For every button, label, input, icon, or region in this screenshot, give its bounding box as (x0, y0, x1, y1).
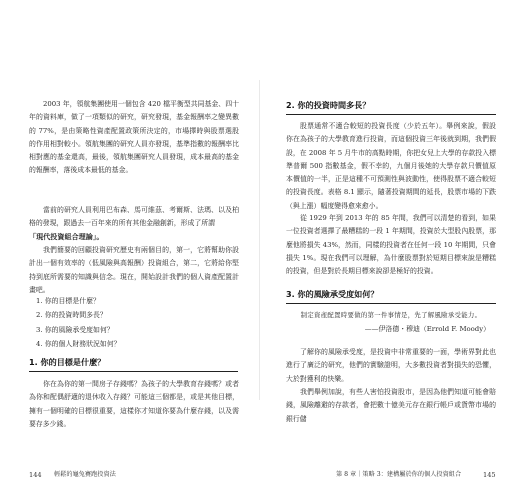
section-rule (286, 114, 496, 115)
left-paragraph-1: 2003 年，領航集團使用一個包含 420 檔平衡型共同基金、四十年的資料庫，做了一項類似的研究，研究發現，基金報酬率之變異數的 77%，是由策略性資產配置政策所決定的，市場擇時與股票選股的作用相對較小。領航集團的研究人員亦發現，基準指數的報酬率比相對應的基金還高，最後，領航集團研究人員發現，成本最高的基金的報酬率，落後成本最低的基金。 (29, 100, 239, 175)
running-footer-left: 輕鬆的龜兔賽跑投資法 (54, 471, 116, 478)
section-heading-risk: 3. 你的風險承受度如何？ (286, 289, 379, 299)
section-heading-horizon: 2. 你的投資時間多長？ (286, 100, 371, 110)
list-item: 3. 你的風險承受度如何？ (36, 325, 114, 334)
list-item: 4. 你的個人財務狀況如何？ (36, 339, 121, 348)
list-item: 2. 你的投資時間多長？ (36, 311, 107, 320)
left-paragraph-4: 你在為你的第一間房子存錢嗎？為孩子的大學教育存錢嗎？或者為你和配偶舒適的退休收入存錢？可能這三個都是，或是其他目標，擁有一個明確的目標很重要，這樣你才知道你要為什麼存錢，以及需要存多少錢。 (29, 380, 239, 428)
page-number-left: 144 (29, 471, 42, 479)
section-rule (29, 371, 238, 372)
running-footer-right: 第 8 章｜策略 3：建構屬於你的個人投資組合 (336, 471, 462, 478)
right-paragraph-1: 股票通常不適合較短的投資長度（少於五年）。舉例來說，假設你在為孩子的大學教育進行投資，而這個投資三年後就到期，我們假設，在 2008 年 5 月牛市的高點時期，你把女兒上大學的存款投入標準普爾 500 指數基金，假不幸的，九個月後她的大學存款只價值原本價值的一半，正是這種不可預測性與波動性，使得股票不適合較短的投資長度。表格 8.1 顯示，隨著投資期間的延長，股票市場的下跌（與上漲）幅度變得愈來愈小。 (286, 122, 496, 210)
section-heading-goals: 1. 你的目標是什麼？ (29, 357, 106, 367)
section-rule (286, 303, 496, 304)
goal-list (36, 294, 121, 351)
left-callout: 「現代投資組合理論」。 (29, 232, 104, 241)
page-number-right: 145 (483, 471, 496, 479)
left-paragraph-2: 當前的研究人員利用巴布森、馬可維茲、考爾斯、法瑪、以及柏格的發現，跟過去一百年來的所有其他金融創新，形成了所謂 (29, 206, 239, 228)
epigraph-quote: 制定資產配置時要做的第一件事情是，先了解風險承受能力。 (300, 311, 482, 319)
list-item: 1. 你的目標是什麼？ (36, 297, 100, 305)
epigraph-attribution: ——伊洛德・穆迪（Errold F. Moody） (364, 325, 490, 333)
right-paragraph-3: 了解你的風險承受度，是投資中非常重要的一面，學術界對此也進行了廣泛的研究，他們的實驗證明，大多數投資者對損失的恐懼，大於對獲利的快樂。 (286, 348, 496, 383)
left-paragraph-3: 我們簡要的回顧投資研究歷史有兩個目的，第一，它將幫助你設計出一個有效率的（低風險與高報酬）投資組合，第二，它將給你堅持到底所需要的知識與信念。現在，開始設計我們的個人資產配置計畫吧。 (29, 246, 239, 294)
right-paragraph-4: 我們舉例加說，有些人害怕投資股市，是因為他們知道可能會賠錢，風險離避的存款者，會把數十億美元存在銀行帳戶或貨幣市場的銀行儲 (286, 388, 496, 423)
right-paragraph-2: 從 1929 年到 2013 年的 85 年間，我們可以清楚的看到，如果一位投資者選擇了最糟糕的一段 1 年期間，投資於大型股內股票，那麼他將損失 43%，然而，同樣的投資者在任何一段 10 年期間，只會損失 1%。現在我們可以理解，為什麼股票對於短期目標來說是糟糕的投資，但是對於長期目標來說卻是極好的投資。 (286, 214, 496, 276)
